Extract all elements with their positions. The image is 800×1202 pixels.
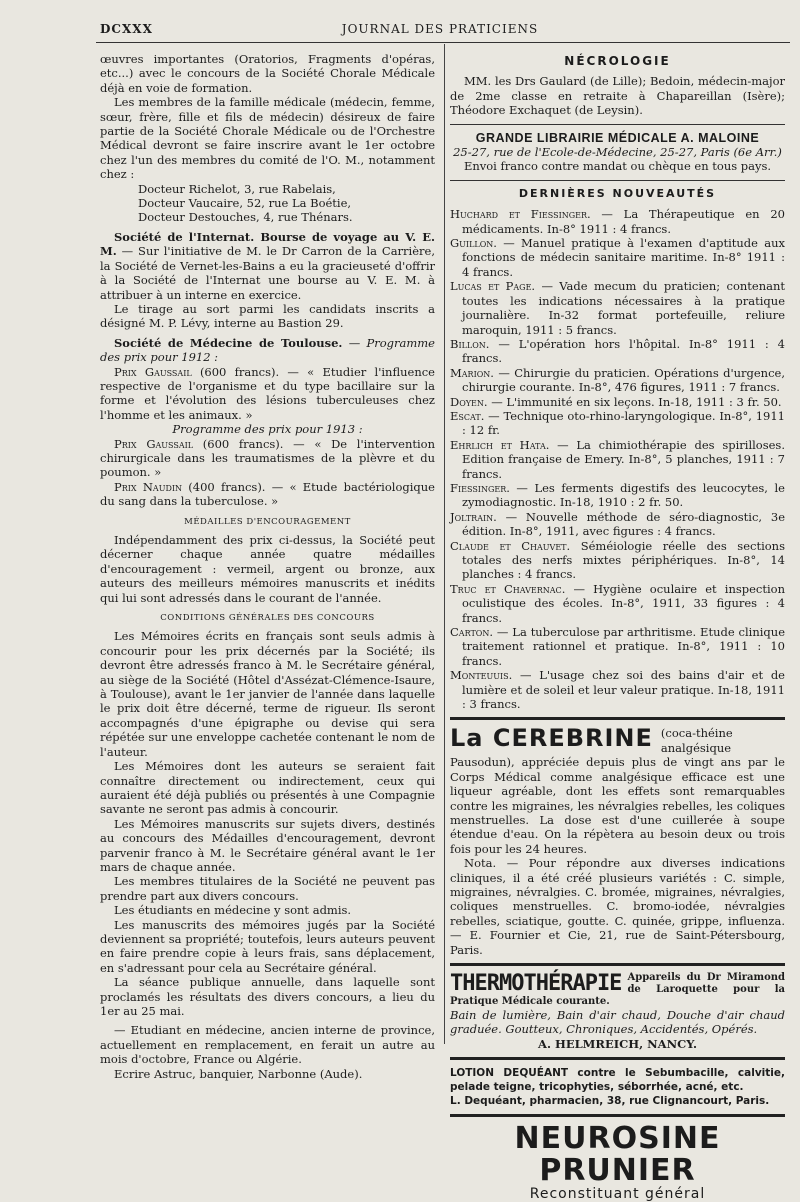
prize-entry [100, 365, 435, 423]
thermotherapie-ad [450, 972, 785, 1051]
book-entry [450, 409, 785, 438]
prize-text: (600 francs). — « De l'intervention chirurgicale dans les traumatismes de la plèvre et du poumon. » [100, 436, 435, 480]
neurosine-ad [450, 1123, 785, 1201]
address: Docteur Vaucaire, 52, rue La Boétie, [138, 196, 352, 211]
neurosine-title: NEUROSINE PRUNIER [514, 1121, 721, 1189]
maloine-address: 25-27, rue de l'Ecole-de-Médecine, 25-27, Paris (6e Arr.) [453, 145, 782, 160]
book-entry [450, 207, 785, 236]
divider [450, 1114, 785, 1117]
book-author: Doyen [450, 394, 484, 409]
journal-title: JOURNAL DES PRATICIENS [341, 22, 539, 36]
page-number: DCXXX [100, 22, 153, 36]
paragraph: Le tirage au sort parmi les candidats inscrits a désigné M. P. Lévy, interne au Bastion 29. [100, 301, 435, 331]
paragraph: Les Mémoires manuscrits sur sujets divers, destinés au concours des Médailles d'encouragement, devront parvenir franco à M. le Secrétaire général avant le 1er mars de chaque année. [100, 816, 435, 874]
book-author: Truc et Chavernac [450, 581, 562, 596]
book-description: . — L'usage chez soi des bains d'air et de lumière et de soleil et leur valeur pratique. In-18, 1911 : 3 francs. [462, 668, 785, 712]
book-author: Ehrlich et Hata [450, 437, 546, 452]
book-author: Huchard et Fiessinger [450, 207, 587, 222]
classified-contact: Ecrire Astruc, banquier, Narbonne (Aude). [114, 1066, 363, 1081]
prize-text: (600 francs). — « Etudier l'influence respective de l'organisme et du type bacillaire sur la forme et l'évolution des lésions tuberculeuses chez l'homme et les animaux. » [100, 364, 435, 422]
cerebrine-title: La CEREBRINE [450, 724, 653, 753]
header-rule [96, 42, 790, 43]
divider [450, 124, 785, 125]
cerebrine-ad [450, 726, 785, 957]
left-column [100, 52, 435, 1081]
page-header [100, 22, 780, 38]
necrology-heading: NÉCROLOGIE [564, 54, 671, 68]
divider [450, 717, 785, 720]
prize-name: Prix Gaussail [114, 436, 194, 451]
lotion-address: L. Dequéant, pharmacien, 38, rue Clignancourt, Paris. [450, 1095, 770, 1108]
book-entry [450, 366, 785, 395]
paragraph: Les membres de la famille médicale (médecin, femme, sœur, frère, fille et fils de médecin) désireux de faire partie de la Société Chorale Médicale ou de l'Orchestre Médical devront se faire inscrire avant le 1er octobre chez l'un des membres du comité de l'O. M., notamment chez : [100, 95, 435, 182]
book-author: Claude et Chauvet [450, 538, 567, 553]
thermotherapie-text: Bain de lumière, Bain d'air chaud, Douche d'air chaud graduée. Goutteux, Chroniques, Accidentés, Opérés. [450, 1007, 785, 1037]
paragraph: Les étudiants en médecine y sont admis. [114, 903, 352, 918]
book-description: . — Manuel pratique à l'examen d'aptitude aux fonctions de médecin sanitaire maritime. In-8° 1911 : 4 francs. [462, 236, 785, 279]
book-list [450, 207, 785, 711]
thermotherapie-signature: A. HELMREICH, NANCY. [538, 1036, 697, 1051]
new-releases-heading: DERNIÈRES NOUVEAUTÉS [518, 186, 717, 200]
address: Docteur Destouches, 4, rue Thénars. [138, 210, 353, 225]
paragraph-text: — Programme des prix pour 1912 : [100, 335, 435, 365]
paragraph-text: — Sur l'initiative de M. le Dr Carron de la Carrière, la Société de Vernet-les-Bains a eu la gracieuseté d'offrir à la Société de l'Internat une bourse au V. E. M. à attribuer à un interne en exercice. [100, 244, 435, 302]
book-description: . — Hygiène oculaire et inspection oculistique des écoles. In-8°, 1911, 33 figures : 4 francs. [462, 581, 785, 625]
book-author: Lucas et Page [450, 279, 532, 294]
prize-entry [100, 480, 435, 509]
necrology-text: MM. les Drs Gaulard (de Lille); Bedoin, médecin-major de 2me classe en retraite à Chapareillan (Isère); Théodore Exchaquet (de Leysin). [450, 74, 785, 118]
paragraph: Les Mémoires écrits en français sont seuls admis à concourir pour les prix décernés par la Société; ils devront être adressés franco à M. le Secrétaire général, au siège de la Société (Hôtel d'Assézat-Clémence-Isaure, à Toulouse), avant le 1er janvier de l'année dans laquelle le prix doit être décerné, terme de rigueur. Ils seront accompagnés d'une épigraphe ou devise qui sera répétée sur une enveloppe cachetée contenant le nom de l'auteur. [100, 629, 435, 759]
prize-name: Prix Naudin [114, 479, 183, 494]
book-entry [450, 438, 785, 481]
book-entry [450, 625, 785, 668]
thermotherapie-subtitle: Appareils du Dr Miramond de Laroquette pour la Pratique Médicale courante. [450, 971, 785, 1007]
address-list [100, 182, 435, 225]
book-description: . — La Thérapeutique en 20 médicaments. In-8° 1911 : 4 francs. [462, 207, 785, 236]
book-description: . — L'immunité en six leçons. In-18, 1911 : 3 fr. 50. [483, 394, 782, 409]
prize-text: (400 francs). — « Etude bactériologique du sang dans la tuberculose. » [100, 479, 435, 509]
book-author: Fiessinger [450, 480, 507, 495]
book-description: . — Vade mecum du praticien; contenant toutes les indications nécessaires à la pratique journalière. In-32 format portefeuille, reliure maroquin, 1911 : 5 francs. [462, 279, 785, 337]
book-entry [450, 395, 785, 409]
book-entry [450, 510, 785, 539]
paragraph: Indépendamment des prix ci-dessus, la Société peut décerner chaque année quatre médailles d'encouragement : vermeil, argent ou bronze, aux auteurs des meilleurs mémoires manuscrits et inédits qui lui sont adressés dans le courant de l'année. [100, 533, 435, 605]
book-description: . — Nouvelle méthode de séro-diagnostic, 3e édition. In-8°, 1911, avec figures : 4 francs. [462, 509, 785, 539]
book-entry [450, 668, 785, 711]
divider [450, 180, 785, 181]
lotion-ad [450, 1066, 785, 1108]
divider [450, 1057, 785, 1060]
section-heading: Société de l'Internat. Bourse de voyage au V. E. M. [100, 229, 435, 259]
book-description: . — L'opération hors l'hôpital. In-8° 1911 : 4 francs. [462, 336, 785, 366]
book-description: . — La chimiothérapie des spirilloses. Edition française de Emery. In-8°, 5 planches, 1911 : 7 francs. [462, 437, 785, 481]
paragraph: Les Mémoires dont les auteurs se seraient fait connaître directement ou indirectement, ceux qui auraient été déjà publiés ou présentés à une Compagnie savante ne seront pas admis à concourir. [100, 759, 435, 817]
subsection-heading: MÉDAILLES D'ENCOURAGEMENT [184, 516, 351, 527]
maloine-shipping: Envoi franco contre mandat ou chèque en tous pays. [463, 159, 772, 174]
book-author: Billon [450, 336, 486, 351]
book-entry [450, 539, 785, 582]
prize-entry [100, 437, 435, 480]
book-description: . — Les ferments digestifs des leucocytes, le zymodiagnostic. In-18, 1910 : 2 fr. 50. [462, 480, 785, 510]
book-description: . — Chirurgie du praticien. Opérations d'urgence, chirurgie courante. In-8°, 476 figures, 1911 : 7 francs. [462, 365, 785, 395]
internat-paragraph [100, 230, 435, 302]
section-heading: Société de Médecine de Toulouse. [114, 335, 343, 350]
address: Docteur Richelot, 3, rue Rabelais, [138, 181, 336, 196]
neurosine-subtitle: Reconstituant général [529, 1186, 706, 1202]
book-entry [450, 337, 785, 366]
book-description: . — Technique oto-rhino-laryngologique. In-8°, 1911 : 12 fr. [462, 408, 785, 438]
column-divider [444, 44, 445, 1044]
book-description: . Séméiologie réelle des sections totales des nerfs mixtes périphériques. In-8°, 14 planches : 4 francs. [462, 538, 785, 582]
divider [450, 963, 785, 966]
book-entry [450, 481, 785, 510]
book-entry [450, 279, 785, 337]
classified-ad: — Etudiant en médecine, ancien interne de province, actuellement en remplacement, en ferait un autre au mois d'octobre, France ou Algérie. [100, 1023, 435, 1067]
book-author: Escat [450, 408, 481, 423]
book-author: Marion [450, 365, 491, 380]
cerebrine-nota: Nota. — Pour répondre aux diverses indications cliniques, il a été créé plusieurs variétés : C. simple, migraines, névralgies. C. bromée, migraines, névralgies, coliques menstruelles. C. bromo-iodée, névralgies rebelles, sciatique, goutte. C. quinée, grippe, influenza. — E. Fournier et Cie, 21, rue de Saint-Pétersbourg, Paris. [450, 856, 785, 957]
paragraph: œuvres importantes (Oratorios, Fragments d'opéras, etc...) avec le concours de la Société Chorale Médicale déjà en voie de formation. [100, 52, 435, 95]
book-description: . — La tuberculose par arthritisme. Etude clinique traitement rationnel et pratique. In-8°, 1911 : 10 francs. [462, 625, 785, 668]
program-heading: Programme des prix pour 1913 : [172, 422, 363, 437]
toulouse-paragraph [100, 336, 435, 365]
prize-name: Prix Gaussail [114, 364, 192, 379]
paragraph: Les manuscrits des mémoires jugés par la Société deviennent sa propriété; toutefois, leurs auteurs peuvent en faire prendre copie à leurs frais, sans déplacement, en s'adressant pour cela au Secrétaire général. [100, 917, 435, 975]
book-author: Joltrain [450, 509, 494, 524]
book-author: Carton [450, 625, 490, 640]
subsection-heading: CONDITIONS GÉNÉRALES DES CONCOURS [160, 613, 375, 624]
book-author: Monteuuis [450, 668, 509, 683]
lotion-text: LOTION DEQUÉANT contre le Sebumbacille, calvitie, pelade teigne, tricophyties, séborrhée, acné, etc. [450, 1067, 785, 1094]
book-entry [450, 582, 785, 625]
book-entry [450, 236, 785, 279]
maloine-title: GRANDE LIBRAIRIE MÉDICALE A. MALOINE [475, 130, 760, 145]
book-author: Guillon [450, 236, 494, 251]
cerebrine-text: (coca-théine analgésique Pausodun), appréciée depuis plus de vingt ans par le Corps Médical comme analgésique efficace est une liqueur agréable, dont les effets sont remarquables contre les migraines, les névralgies rebelles, les coliques menstruelles. La dose est d'une cuillerée à soupe étendue d'eau. On la répètera au besoin deux ou trois fois pour les 24 heures. [450, 726, 785, 856]
right-column [450, 52, 785, 1202]
paragraph: La séance publique annuelle, dans laquelle sont proclamés les résultats des divers concours, a lieu du 1er au 25 mai. [100, 975, 435, 1018]
paragraph: Les membres titulaires de la Société ne peuvent pas prendre part aux divers concours. [100, 874, 435, 903]
thermotherapie-title: THERMOTHÉRAPIE [450, 970, 622, 996]
